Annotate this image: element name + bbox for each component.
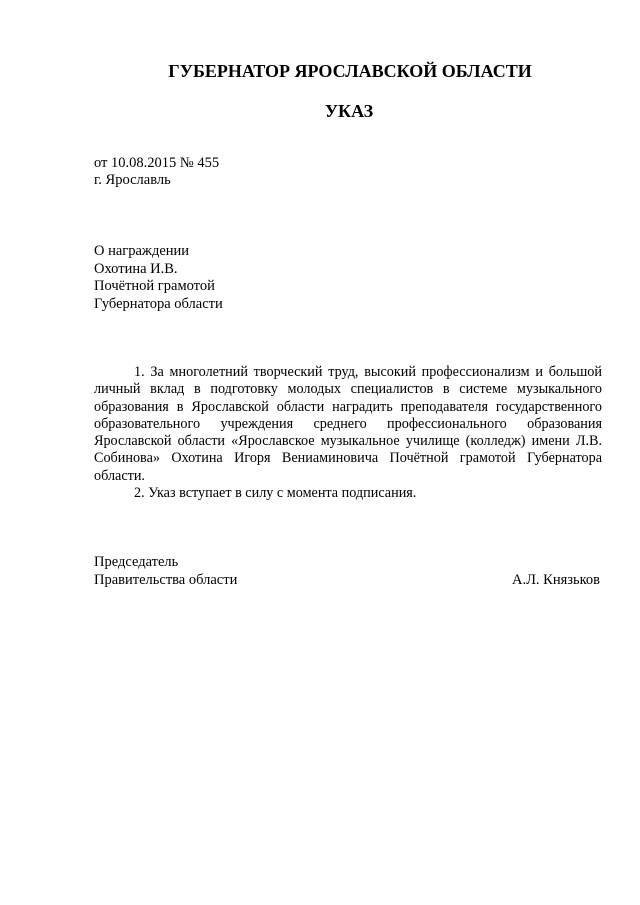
signature-position-line-2	[94, 571, 600, 589]
subject-line: Охотина И.В.	[94, 260, 178, 277]
document-meta	[94, 155, 219, 189]
signature-block	[94, 553, 600, 589]
signatory-position: Председатель	[94, 554, 179, 570]
signatory-name: А.Л. Князьков	[511, 572, 600, 588]
signature-position-line-1	[94, 553, 600, 571]
date-number: от 10.08.2015 № 455	[94, 155, 220, 171]
document-subject	[94, 243, 223, 313]
document-type-heading: УКАЗ	[324, 101, 374, 121]
subject-line: О награждении	[94, 243, 190, 259]
subject-line: Губернатора области	[94, 295, 223, 312]
city: г. Ярославль	[94, 172, 171, 188]
subject-line: Почётной грамотой	[94, 278, 215, 294]
body-paragraph-2: 2. Указ вступает в силу с момента подписания.	[134, 485, 417, 502]
body-paragraph-1: 1. За многолетний творческий труд, высокий профессионализм и большой личный вклад в подготовку молодых специалистов в системе музыкального образования в Ярославской области наградить преподавателя государственного образовательного учреждения среднего профессионального образования Ярославской области «Ярославское музыкальное училище (колледж) имени Л.В. Собинова» Охотина Игоря Вениаминовича Почётной грамотой Губернатора области.	[94, 364, 602, 484]
document-body	[94, 364, 602, 502]
document-authority-heading: ГУБЕРНАТОР ЯРОСЛАВСКОЙ ОБЛАСТИ	[168, 61, 532, 81]
signatory-position-org: Правительства области	[94, 572, 238, 588]
